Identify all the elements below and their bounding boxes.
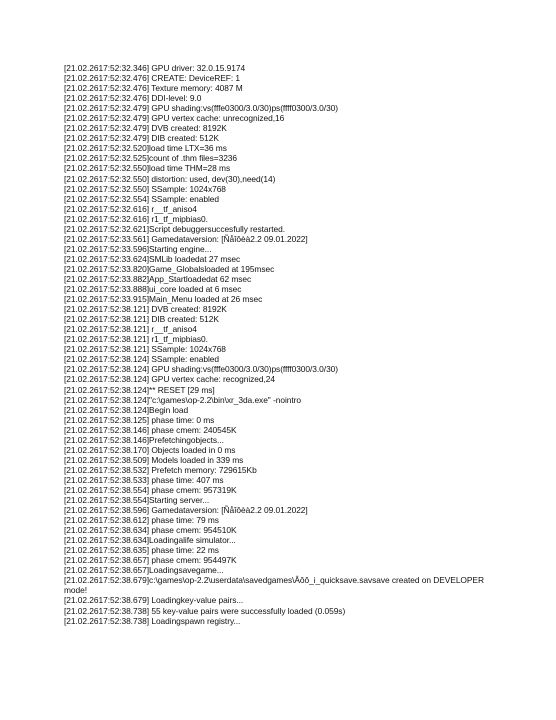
log-line: [21.02.2617:52:33.882]App_Startloadedat 62 msec — [64, 273, 252, 284]
log-line: [21.02.2617:52:33.561] Gamedataversion: [Ñåîôèà2.2 09.01.2022] — [64, 233, 308, 244]
log-line: [21.02.2617:52:33.596]Starting engine... — [64, 243, 212, 254]
log-text-block — [64, 63, 504, 626]
log-line: [21.02.2617:52:38.121] DIB created: 512K — [64, 314, 219, 325]
log-line: [21.02.2617:52:38.657] phase cmem: 954497K — [64, 555, 237, 566]
log-line: [21.02.2617:52:33.888]ui_core loaded at 6 msec — [64, 284, 242, 295]
log-line: [21.02.2617:52:38.121] r1_tf_mipbias0. — [64, 334, 208, 345]
log-line: [21.02.2617:52:32.476] DDI-level: 9.0 — [64, 93, 202, 104]
log-line: [21.02.2617:52:38.533] phase time: 407 ms — [64, 474, 224, 485]
log-line: [21.02.2617:52:32.550] distortion: used, dev(30),need(14) — [64, 173, 276, 184]
log-line: [21.02.2617:52:32.550] SSample: 1024x768 — [64, 183, 226, 194]
log-line: [21.02.2617:52:38.146]Prefetchingobjects... — [64, 434, 224, 445]
log-line: [21.02.2617:52:32.479] GPU vertex cache: unrecognized,16 — [64, 113, 285, 124]
log-line: [21.02.2617:52:33.820]Game_Globalsloaded at 195msec — [64, 263, 275, 274]
log-line: [21.02.2617:52:38.634]Loadingalife simulator... — [64, 535, 236, 546]
log-line: [21.02.2617:52:38.121] SSample: 1024x768 — [64, 344, 226, 355]
log-line: [21.02.2617:52:32.554] SSample: enabled — [64, 193, 219, 204]
log-line: [21.02.2617:52:38.509] Models loaded in 339 ms — [64, 454, 244, 465]
log-line: [21.02.2617:52:38.124] GPU vertex cache: recognized,24 — [64, 374, 276, 385]
log-line: [21.02.2617:52:38.596] Gamedataversion: [Ñåîôèà2.2 09.01.2022] — [64, 505, 308, 516]
log-line: [21.02.2617:52:38.124]** RESET [29 ms] — [64, 384, 215, 395]
log-line: [21.02.2617:52:38.554]Starting server... — [64, 495, 210, 506]
log-line: [21.02.2617:52:32.616] r__tf_aniso4 — [64, 203, 197, 214]
log-line: [21.02.2617:52:32.479] DVB created: 8192K — [64, 123, 227, 134]
log-line: [21.02.2617:52:38.124]"c:\games\op-2.2\bin\xr_3da.exe" -nointro — [64, 394, 301, 405]
log-line: [21.02.2617:52:38.121] r__tf_aniso4 — [64, 324, 197, 335]
log-line: [21.02.2617:52:32.621]Script debuggersuccesfully restarted. — [64, 223, 285, 234]
log-line: [21.02.2617:52:38.146] phase cmem: 240545K — [64, 424, 237, 435]
log-line: [21.02.2617:52:32.476] Texture memory: 4087 M — [64, 83, 243, 94]
log-line: [21.02.2617:52:38.738] 55 key-value pairs were successfully loaded (0.059s) — [64, 605, 346, 616]
log-line: [21.02.2617:52:38.657]Loadingsavegame... — [64, 565, 224, 576]
log-line: [21.02.2617:52:38.738] Loadingspawn registry... — [64, 615, 241, 626]
log-line: [21.02.2617:52:38.121] DVB created: 8192K — [64, 304, 227, 315]
log-line: [21.02.2617:52:38.125] phase time: 0 ms — [64, 414, 215, 425]
log-line: [21.02.2617:52:38.124] GPU shading:vs(fffe0300/3.0/30)ps(ffff0300/3.0/30) — [64, 364, 339, 375]
log-line: [21.02.2617:52:32.525]count of .thm files=3236 — [64, 153, 238, 164]
log-line: [21.02.2617:52:38.124] SSample: enabled — [64, 354, 219, 365]
log-line: [21.02.2617:52:32.476] CREATE: DeviceREF: 1 — [64, 73, 240, 84]
log-line: [21.02.2617:52:38.532] Prefetch memory: 729615Kb — [64, 464, 257, 475]
log-line: [21.02.2617:52:38.634] phase cmem: 954510K — [64, 525, 237, 536]
log-line: [21.02.2617:52:33.624]SMLib loadedat 27 msec — [64, 253, 241, 264]
log-line: [21.02.2617:52:38.170] Objects loaded in 0 ms — [64, 444, 236, 455]
log-line: [21.02.2617:52:38.679] Loadingkey-value pairs... — [64, 595, 244, 606]
log-line: [21.02.2617:52:32.346] GPU driver: 32.0.15.9174 — [64, 63, 246, 73]
log-line: [21.02.2617:52:38.635] phase time: 22 ms — [64, 545, 219, 556]
log-line: [21.02.2617:52:32.479] GPU shading:vs(fffe0300/3.0/30)ps(ffff0300/3.0/30) — [64, 103, 339, 114]
log-line: [21.02.2617:52:32.616] r1_tf_mipbias0. — [64, 213, 208, 224]
log-line: [21.02.2617:52:32.520]load time LTX=36 ms — [64, 143, 227, 154]
log-line: [21.02.2617:52:38.554] phase cmem: 957319K — [64, 484, 237, 495]
log-line: [21.02.2617:52:32.479] DIB created: 512K — [64, 133, 219, 144]
log-line: [21.02.2617:52:38.612] phase time: 79 ms — [64, 515, 219, 526]
log-line: [21.02.2617:52:32.550]load time THM=28 ms — [64, 163, 231, 174]
log-line: [21.02.2617:52:38.124]Begin load — [64, 404, 189, 415]
log-line: [21.02.2617:52:33.915]Main_Menu loaded at 26 msec — [64, 294, 263, 305]
log-line: [21.02.2617:52:38.679]c:\games\op-2.2\userdata\savedgames\Âôô_i_quicksave.savsave created on DEVELOPER mode! — [64, 575, 484, 596]
